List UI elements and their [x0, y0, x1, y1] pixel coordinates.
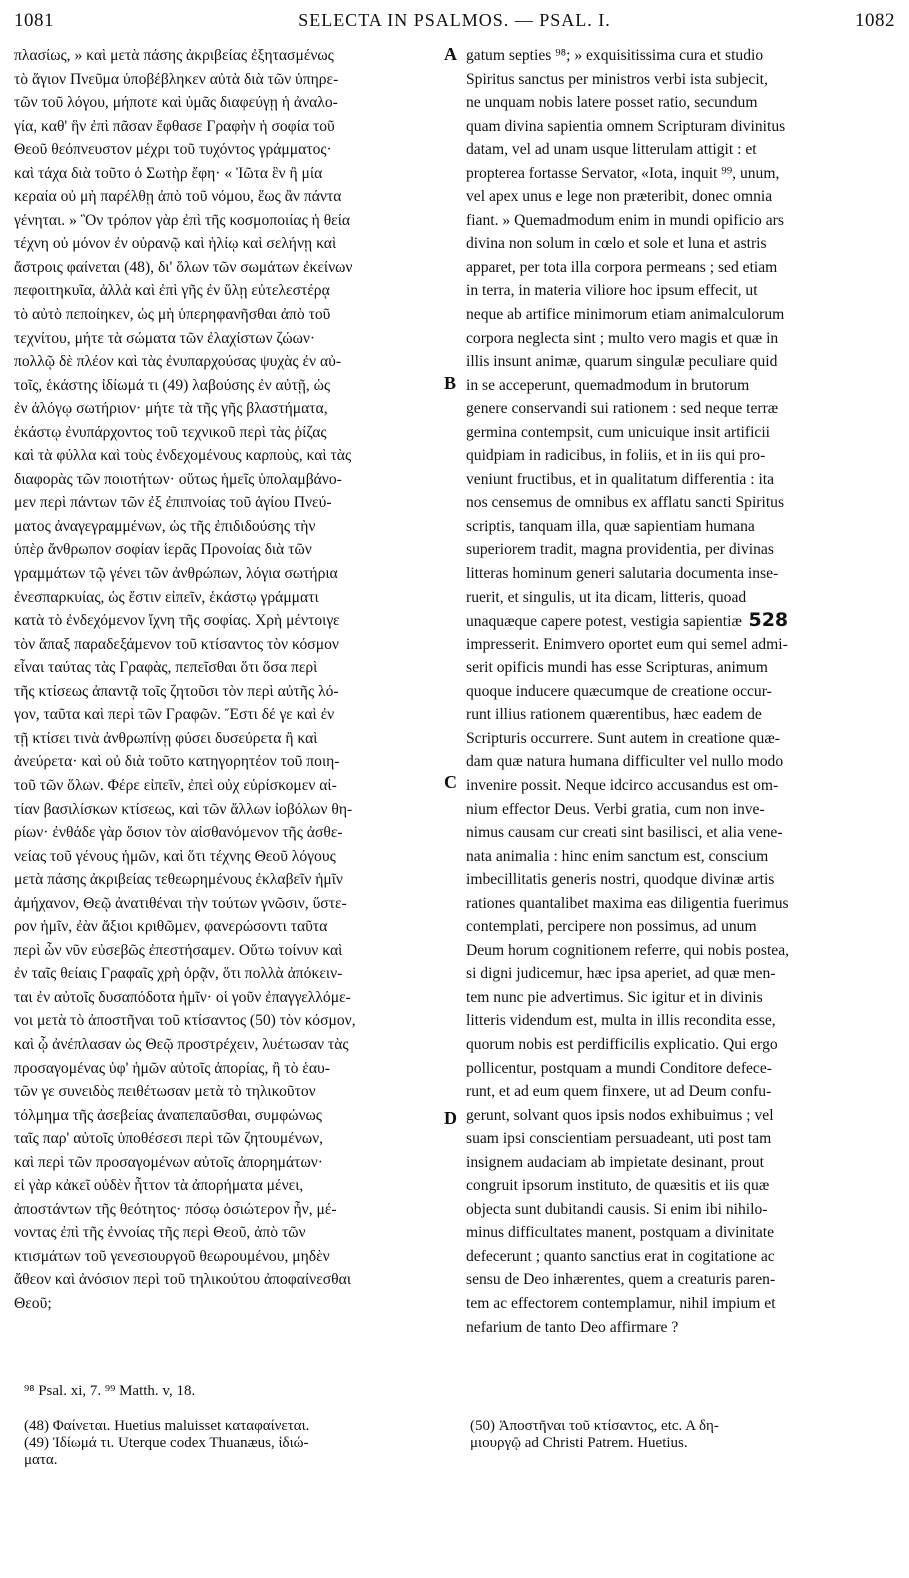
- latin-text-line: divina non solum in cœlo et sole et luna et astris: [466, 235, 767, 253]
- latin-text-line: apparet, per tota illa corpora permeans ; sed etiam: [466, 258, 778, 276]
- greek-text-line: νοι μετὰ τὸ ἀποστῆναι τοῦ κτίσαντος (50) τὸν κόσμον,: [14, 1012, 356, 1030]
- latin-text-line: germina contempsit, cum unicuique insit artificii: [466, 423, 771, 441]
- latin-text-line: impresserit. Enimvero oportet eum qui semel admi-: [466, 635, 788, 653]
- greek-text-line: καὶ περὶ τῶν προσαγομένων αὐτοῖς ἀπορημάτων·: [14, 1153, 323, 1171]
- latin-text-line: genere conservandi sui rationem : sed neque terræ: [466, 400, 779, 418]
- greek-text-line: διαφορὰς τῶν ποιοτήτων· οὕτως ἡμεῖς ὑπολαμβάνο-: [14, 470, 342, 488]
- latin-text-line: nium effector Deus. Verbi gratia, cum non inve-: [466, 800, 765, 818]
- greek-text-line: τῶν τοῦ λόγου, μήποτε καὶ ὑμᾶς διαφεύγῃ ἡ ἀναλο-: [14, 94, 338, 112]
- greek-text-line: τίαν βασιλίσκων κτίσεως, καὶ τῶν ἄλλων ἰοβόλων θη-: [14, 800, 353, 818]
- greek-text-line: Θεοῦ;: [14, 1294, 52, 1312]
- latin-text-line: si digni judicemur, hæc ipsa aperiet, ad quæ men-: [466, 965, 776, 983]
- greek-text-line: ἀποστάντων τῆς θεότητος· πόσῳ ὁσιώτερον ἦν, μέ-: [14, 1200, 337, 1218]
- latin-text-line: gatum septies ⁹⁸; » exquisitissima cura et studio: [466, 47, 764, 64]
- latin-text-line: imbecillitatis generis nostri, quodque divinæ artis: [466, 871, 775, 889]
- greek-text-line: ἀνεύρετα· καὶ οὐ διὰ τοῦτο κατηγορητέον τοῦ ποιη-: [14, 753, 340, 771]
- page-number-right: 1082: [854, 10, 895, 31]
- scripture-footnote: ⁹⁸ Psal. xi, 7. ⁹⁹ Matth. v, 18.: [24, 1383, 196, 1399]
- greek-text-line: γία, καθ' ἣν ἐπὶ πᾶσαν ἔφθασε Γραφὴν ἡ σοφία τοῦ: [14, 117, 335, 135]
- greek-text-line: ρον ἡμῖν, ἐὰν ἄξιοι κριθῶμεν, φανερώσοντι ταῦτα: [14, 918, 328, 936]
- greek-column: [14, 44, 442, 1316]
- latin-text-line: tem nunc pie advertimus. Sic igitur et in divinis: [466, 988, 763, 1006]
- greek-text-line: τεχνίτου, μήτε τὰ σώματα τῶν ἐλαχίστων ζώων·: [14, 329, 316, 347]
- footnote-line: (48) Φαίνεται. Huetius maluisset καταφαίνεται.: [24, 1418, 310, 1434]
- latin-text-line: in se acceperunt, quemadmodum in brutorum: [466, 376, 750, 394]
- greek-text-line: νείας τοῦ γένους ἡμῶν, καὶ ὅτι τέχνης Θεοῦ λόγους: [14, 847, 336, 865]
- column-number: 528: [741, 609, 789, 632]
- greek-text-line: καὶ τάχα διὰ τοῦτο ὁ Σωτὴρ ἔφη· « Ἰῶτα ἓν ἢ μία: [14, 164, 323, 182]
- latin-text-line: ruerit, et singulis, ut ita dicam, litteris, quoad: [466, 588, 747, 606]
- footnotes-left: [24, 1418, 444, 1469]
- latin-text-line: objecta sunt dubitandi causis. Si enim ibi nihilo-: [466, 1200, 768, 1218]
- greek-text-line: Θεοῦ θεόπνευστον μέχρι τοῦ τυχόντος γράμματος·: [14, 141, 332, 159]
- greek-text-line: ματος ἀναγεγραμμένων, ὡς τῆς ἐπιδιδούσης τὴν: [14, 517, 316, 535]
- greek-text-line: κεραία οὐ μὴ παρέλθῃ ἀπὸ τοῦ νόμου, ἕως ἂν πάντα: [14, 188, 342, 206]
- latin-text-line: fiant. » Quemadmodum enim in mundi opificio ars: [466, 211, 784, 229]
- greek-text-line: καὶ τὰ φύλλα καὶ τοὺς ἐνδεχομένους καρποὺς, καὶ τὰς: [14, 447, 352, 465]
- greek-text-line: εἰ γὰρ κἀκεῖ οὐδὲν ἧττον τὰ ἀπορήματα μένει,: [14, 1177, 304, 1195]
- greek-text-line: κατὰ τὸ ἐνδεχόμενον ἴχνη τῆς σοφίας. Χρὴ μέντοιγε: [14, 612, 340, 630]
- latin-text-line: dam quæ natura humana difficulter vel nullo modo: [466, 753, 784, 771]
- latin-text-line: corpora neglecta sint ; multo vero magis et quæ in: [466, 329, 779, 347]
- latin-text-line: nata animalia : hinc enim sanctum est, conscium: [466, 847, 769, 865]
- latin-text-line: vel apex unus e lege non præteribit, donec omnia: [466, 188, 773, 206]
- latin-text-line: suam ipsi conscientiam persuadeant, uti post tam: [466, 1130, 772, 1148]
- greek-text-line: ἐν ἀλόγῳ σωτήριον· μήτε τὰ τῆς γῆς βλαστήματα,: [14, 400, 328, 418]
- greek-text-line: τῇ κτίσει τινὰ ἀνθρωπίνῃ φύσει δυσεύρετα ἢ καὶ: [14, 729, 318, 747]
- latin-text-line: superiorem tradit, magna providentia, per divinas: [466, 541, 774, 559]
- greek-text-line: πολλῷ δὲ πλέον καὶ τὰς ἐνυπαρχούσας ψυχὰς ἐν αὐ-: [14, 353, 342, 371]
- latin-text-line: insignem audaciam ab impietate desinant, prout: [466, 1153, 764, 1171]
- latin-text-line: defecerunt ; quanto sanctius erat in cogitatione ac: [466, 1247, 775, 1265]
- latin-text-line: congruit ipsorum instituto, de quæsitis et iis quæ: [466, 1177, 770, 1195]
- latin-text-line: Spiritus sanctus per ministros verbi ista subjecit,: [466, 70, 768, 88]
- greek-text-line: ἐνεσπαρκυίας, ὡς ἔστιν εἰπεῖν, ἑκάστῳ γράμματι: [14, 588, 319, 606]
- latin-text-line: propterea fortasse Servator, «Iota, inquit ⁹⁹, unum,: [466, 164, 780, 182]
- page-number-left: 1081: [14, 10, 54, 31]
- latin-text-line: nefarium de tanto Deo affirmare ?: [466, 1318, 679, 1336]
- section-marker-d: D: [444, 1108, 457, 1128]
- latin-text-line: contemplati, percipere non possimus, ad unum: [466, 918, 757, 936]
- latin-text-line: litteris videndum est, multa in illis recondita esse,: [466, 1012, 776, 1030]
- page-header: [14, 10, 895, 36]
- greek-text-line: μεν περὶ πάντων τῶν ἐξ ἐπιπνοίας τοῦ ἁγίου Πνεύ-: [14, 494, 332, 512]
- greek-text-line: ἑκάστῳ ἐνυπάρχοντος τοῦ τεχνικοῦ περὶ τὰς ῥίζας: [14, 423, 327, 441]
- section-marker-b: B: [444, 373, 457, 393]
- greek-text-line: ται ἐν αὐτοῖς δυσαπόδοτα ἡμῖν· οἱ γοῦν ἐπαγγελλόμε-: [14, 988, 351, 1006]
- greek-text-line: τέχνη οὐ μόνον ἐν οὐρανῷ καὶ ἡλίῳ καὶ σελήνῃ καὶ: [14, 235, 337, 253]
- latin-text-line: scriptis, tanquam illa, quæ sapientiam humana: [466, 517, 755, 535]
- greek-text-line: τὸν ἅπαξ παραδεξάμενον τοῦ κτίσαντος τὸν κόσμον: [14, 635, 339, 653]
- running-title: SELECTA IN PSALMOS. — PSAL. I.: [298, 10, 611, 30]
- latin-text-line: quam divina sapientia omnem Scripturam divinitus: [466, 117, 786, 135]
- greek-text-line: τὸ αὐτὸ πεποίηκεν, ὡς μὴ ὑπερηφανῆσθαι ἀπὸ τοῦ: [14, 306, 331, 324]
- greek-text-line: τὸ ἅγιον Πνεῦμα ὑποβέβληκεν αὐτὰ διὰ τῶν ὑπηρε-: [14, 70, 339, 88]
- latin-text-line: tem ac effectorem contemplamur, nihil impium et: [466, 1294, 776, 1312]
- latin-text-line: pollicentur, postquam a mundi Conditore defece-: [466, 1059, 772, 1077]
- latin-text-line: quorum nobis est perdifficilis explicatio. Qui ergo: [466, 1035, 778, 1053]
- footnotes-right: [470, 1418, 890, 1452]
- footnote-line: (50) Ἀποστῆναι τοῦ κτίσαντος, etc. A δη-: [470, 1418, 719, 1434]
- latin-text-line: ne unquam nobis latere posset ratio, secundum: [466, 94, 758, 112]
- greek-text-line: τῶν γε συνειδὸς πειθέτωσαν μετὰ τὸ τηλικοῦτον: [14, 1083, 316, 1101]
- greek-text-line: ἄθεον καὶ ἀνόσιον περὶ τοῦ τηλικούτου ἀποφαίνεσθαι: [14, 1271, 352, 1289]
- greek-text-line: ρίων· ἐνθάδε γὰρ ὅσιον τὸν αἰσθανόμενον τῆς ἀσθε-: [14, 824, 343, 842]
- greek-text-line: τοῖς, ἑκάστης ἰδίωμά τι (49) λαβούσης ἐν αὐτῇ, ὡς: [14, 376, 331, 394]
- greek-text-line: πλασίως, » καὶ μετὰ πάσης ἀκριβείας ἐξητασμένως: [14, 47, 334, 64]
- latin-text-line: quidpiam in radicibus, in foliis, et in iis qui pro-: [466, 447, 766, 465]
- greek-text-line: γένηται. » Ὃν τρόπον γὰρ ἐπὶ τῆς κοσμοποιίας ἡ θεία: [14, 211, 351, 229]
- greek-text-line: γον, ταῦτα καὶ περὶ τῶν Γραφῶν. Ἔστι δέ γε καὶ ἐν: [14, 706, 335, 724]
- greek-text-line: τοῦ τῶν ὅλων. Φέρε εἰπεῖν, ἐπεὶ οὐχ εὑρίσκομεν αἰ-: [14, 776, 337, 794]
- latin-text-line: nos censemus de omnibus ex afflatu sancti Spiritus: [466, 494, 785, 512]
- greek-text-line: ὑπὲρ ἄνθρωπον σοφίαν ἱερᾶς Προνοίας διὰ τῶν: [14, 541, 312, 559]
- latin-text-line: unaquæque capere potest, vestigia sapientiæ 528: [466, 609, 789, 632]
- latin-text-line: serit opificis mundi has esse Scripturas, animum: [466, 659, 768, 677]
- greek-text-line: μετὰ πάσης ἀκριβείας τεθεωρημένους ἐκλαβεῖν ἡμῖν: [14, 871, 343, 889]
- greek-text-line: εἶναι ταύτας τὰς Γραφὰς, πεπεῖσθαι ὅτι ὅσα περὶ: [14, 659, 318, 677]
- latin-text-line: sensu de Deo inhærentes, quem a creaturis paren-: [466, 1271, 776, 1289]
- latin-text-line: nimus causam cur creati sint basilisci, et alia vene-: [466, 824, 783, 842]
- latin-text-line: quoque inducere quæcumque de creatione occur-: [466, 682, 772, 700]
- greek-text-line: ἄστροις φαίνεται (48), δι' ὅλων τῶν σωμάτων ἐκείνων: [14, 258, 353, 276]
- latin-text-line: Deum horum cognitionem referre, qui nobis postea,: [466, 941, 790, 959]
- latin-text-line: runt illius rationem quærentibus, hæc eadem de: [466, 706, 762, 724]
- section-marker-a: A: [444, 44, 457, 64]
- latin-text-line: rationes quantalibet maxima eas diligentia fuerimus: [466, 894, 789, 912]
- section-marker-c: C: [444, 772, 457, 792]
- greek-text-line: πεφοιτηκυῖα, ἀλλὰ καὶ ἐπὶ γῆς ἐν ὕλῃ εὐτελεστέρᾳ: [14, 282, 330, 300]
- footnote-line: (49) Ἰδίωμά τι. Uterque codex Thuanæus, ἰδιώ-: [24, 1435, 309, 1451]
- greek-text-line: περὶ ὧν νῦν εὐσεβῶς ἐπεστήσαμεν. Οὕτω τοίνυν καὶ: [14, 941, 343, 959]
- greek-text-line: ἀμήχανον, Θεῷ ἀνατιθέναι τὴν τούτων γνῶσιν, ὕστε-: [14, 894, 347, 912]
- latin-text-line: invenire possit. Neque idcirco accusandus est om-: [466, 776, 779, 794]
- footnote-line: ματα.: [24, 1452, 58, 1468]
- latin-text-line: veniunt fructibus, et in qualitatum differentia : ita: [466, 470, 775, 488]
- latin-text-line: gerunt, solvant quos ipsis nodos exhibuimus ; vel: [466, 1106, 774, 1124]
- greek-text-line: τῆς κτίσεως ἀπαντᾷ τοῖς ζητοῦσι τὸν περὶ αὐτῆς λό-: [14, 682, 339, 700]
- latin-text-line: illis insunt animæ, quarum singulæ peculiare quid: [466, 353, 778, 371]
- latin-column: [466, 44, 894, 1339]
- greek-text-line: γραμμάτων τῷ γένει τῶν ἀνθρώπων, λόγια σωτήρια: [14, 565, 338, 583]
- greek-text-line: νοντας ἐπὶ τῆς ἐννοίας τῆς περὶ Θεοῦ, ἀπὸ τῶν: [14, 1224, 306, 1242]
- footnote-line: μιουργῷ ad Christi Patrem. Huetius.: [470, 1435, 688, 1451]
- greek-text-line: ταῖς παρ' αὐτοῖς ὑποθέσεσι περὶ τῶν ζητουμένων,: [14, 1130, 324, 1148]
- latin-text-line: runt, et ad eum quem finxere, ut ad Deum confu-: [466, 1083, 772, 1101]
- latin-text-line: in terra, in materia viliore hoc ipsum effecit, ut: [466, 282, 758, 300]
- greek-text-line: προσαγομένας ὑφ' ἡμῶν αὐτοῖς ἀπορίας, ἢ τὸ ἑαυ-: [14, 1059, 330, 1077]
- latin-text-line: neque ab artifice minimorum etiam animalculorum: [466, 306, 785, 324]
- latin-text-line: litteras hominum generi salutaria documenta inse-: [466, 565, 779, 583]
- greek-text-line: ἐν ταῖς θείαις Γραφαῖς χρὴ ὁρᾷν, ὅτι πολλὰ ἀπόκειν-: [14, 965, 343, 983]
- greek-text-line: τόλμημα τῆς ἀσεβείας ἀναπεπαῦσθαι, συμφώνως: [14, 1106, 322, 1124]
- greek-text-line: καὶ ᾧ ἀνέπλασαν ὡς Θεῷ προστρέχειν, λυέτωσαν τὰς: [14, 1035, 349, 1053]
- latin-text-line: minus difficultates manent, postquam a divinitate: [466, 1224, 775, 1242]
- latin-text-line: datam, vel ad unam usque litterulam attigit : et: [466, 141, 757, 159]
- latin-text-line: Scripturis occurrere. Sunt autem in creatione quæ-: [466, 729, 780, 747]
- greek-text-line: κτισμάτων τοῦ γενεσιουργοῦ θεωρουμένου, μηδὲν: [14, 1247, 330, 1265]
